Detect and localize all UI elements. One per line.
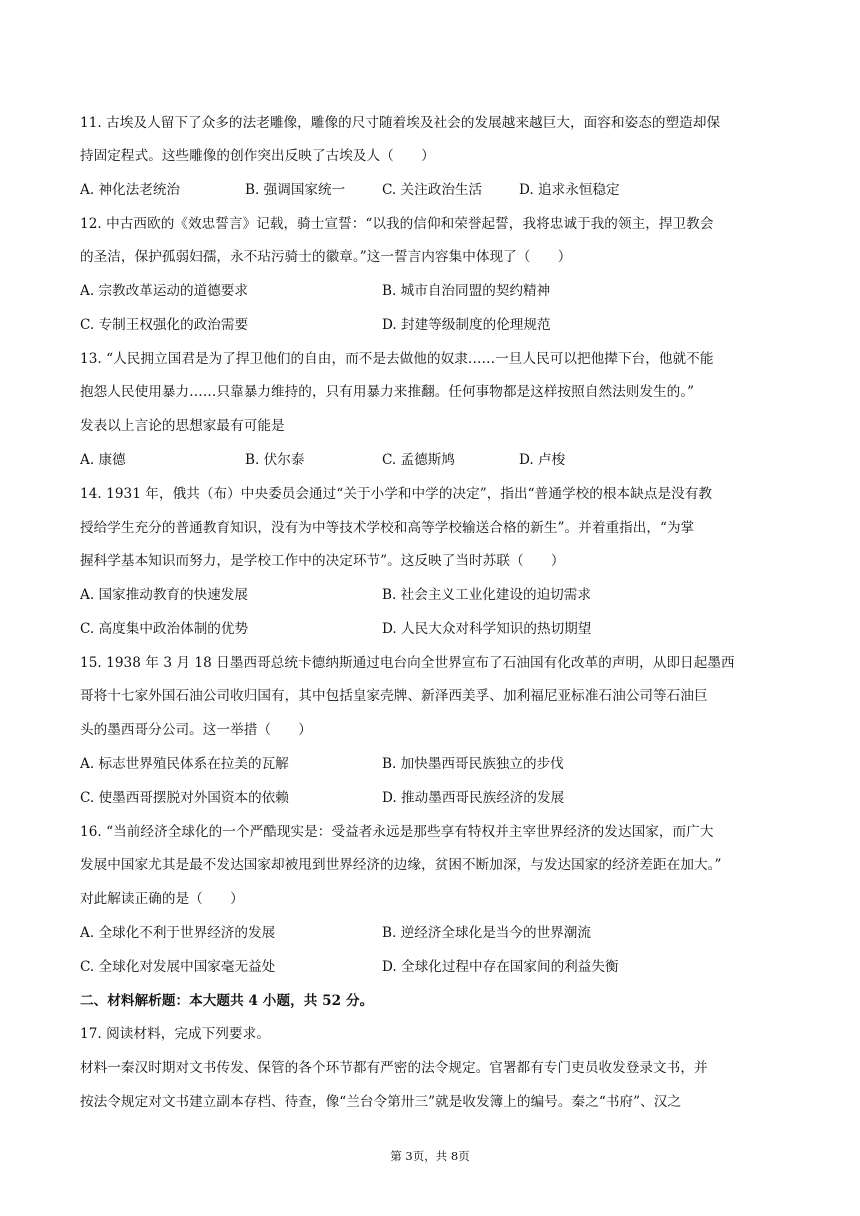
q11-stem-line-1: 11. 古埃及人留下了众多的法老雕像，雕像的尺寸随着埃及社会的发展越来越巨大，面容和姿态的塑造却保 [80, 115, 721, 131]
q14-stem-line-2: 授给学生充分的普通教育知识，没有为中等技术学校和高等学校输送合格的新生”。并着重指出，“为掌 [80, 520, 695, 536]
q12-option-d: D. 封建等级制度的伦理规范 [382, 317, 551, 333]
q13-stem-line-2: 抱怨人民使用暴力……只靠暴力维持的，只有用暴力来推翻。任何事物都是这样按照自然法则发生的。” [80, 384, 695, 400]
q15-option-c: C. 使墨西哥摆脱对外国资本的依赖 [80, 790, 289, 806]
q16-stem-line-3: 对此解读正确的是（ ） [80, 891, 244, 907]
page-number: 第 3页，共 8页 [390, 1149, 470, 1163]
section-heading: 二、材料解析题：本大题共 4 小题，共 52 分。 [80, 993, 374, 1009]
material-line-1: 材料一秦汉时期对文书传发、保管的各个环节都有严密的法令规定。官署都有专门吏员收发登录文书，并 [80, 1060, 708, 1076]
q14-option-a: A. 国家推动教育的快速发展 [80, 587, 248, 603]
q13-option-b: B. 伏尔泰 [245, 452, 305, 468]
q16-stem-line-2: 发展中国家尤其是最不发达国家却被甩到世界经济的边缘，贫困不断加深，与发达国家的经济差距在加大。” [80, 857, 722, 873]
q13-stem-line-1: 13. “人民拥立国君是为了捍卫他们的自由，而不是去做他的奴隶……一旦人民可以把他撵下台，他就不能 [80, 351, 714, 367]
q12-stem-line-2: 的圣洁，保护孤弱妇孺，永不玷污骑士的徽章。”这一誓言内容集中体现了（ ） [80, 249, 572, 265]
q15-stem-line-3: 头的墨西哥分公司。这一举措（ ） [80, 722, 312, 738]
q12-stem-line-1: 12. 中古西欧的《效忠誓言》记载，骑士宣誓：“以我的信仰和荣誉起誓，我将忠诚于我的领主，捍卫教会 [80, 216, 714, 232]
q14-stem-line-1: 14. 1931 年，俄共（布）中央委员会通过“关于小学和中学的决定”，指出“普通学校的根本缺点是没有教 [80, 486, 713, 502]
q11-stem-line-2: 持固定程式。这些雕像的创作突出反映了古埃及人（ ） [80, 148, 435, 164]
material-line-2: 按法令规定对文书建立副本存档、待查，像“兰台令第卅三”就是收发簿上的编号。秦之“书府”、汉之 [80, 1094, 682, 1110]
q17-title: 17. 阅读材料，完成下列要求。 [80, 1026, 270, 1042]
q12-option-b: B. 城市自治同盟的契约精神 [382, 283, 551, 299]
q15-stem-line-1: 15. 1938 年 3 月 18 日墨西哥总统卡德纳斯通过电台向全世界宣布了石油国有化改革的声明，从即日起墨西 [80, 655, 735, 671]
q15-option-d: D. 推动墨西哥民族经济的发展 [382, 790, 565, 806]
q16-option-c: C. 全球化对发展中国家毫无益处 [80, 959, 276, 975]
q15-stem-line-2: 哥将十七家外国石油公司收归国有，其中包括皇家壳牌、新泽西美孚、加利福尼亚标准石油公司等石油巨 [80, 688, 708, 704]
q14-option-b: B. 社会主义工业化建设的迫切需求 [382, 587, 591, 603]
q12-option-a: A. 宗教改革运动的道德要求 [80, 283, 248, 299]
q14-stem-line-3: 握科学基本知识而努力，是学校工作中的决定环节”。这反映了当时苏联（ ） [80, 553, 565, 569]
q13-option-d: D. 卢梭 [519, 452, 566, 468]
q13-option-a: A. 康德 [80, 452, 126, 468]
q15-option-b: B. 加快墨西哥民族独立的步伐 [382, 756, 564, 772]
q16-option-b: B. 逆经济全球化是当今的世界潮流 [382, 925, 591, 941]
q11-option-b: B. 强调国家统一 [245, 182, 346, 198]
q16-option-a: A. 全球化不利于世界经济的发展 [80, 925, 276, 941]
q11-option-a: A. 神化法老统治 [80, 182, 181, 198]
q14-option-c: C. 高度集中政治体制的优势 [80, 621, 249, 637]
q13-option-c: C. 孟德斯鸠 [382, 452, 455, 468]
q13-stem-line-3: 发表以上言论的思想家最有可能是 [80, 418, 285, 434]
q14-option-d: D. 人民大众对科学知识的热切期望 [382, 621, 592, 637]
q12-option-c: C. 专制王权强化的政治需要 [80, 317, 249, 333]
q16-stem-line-1: 16. “当前经济全球化的一个严酷现实是：受益者永远是那些享有特权并主宰世界经济的发达国家，而广大 [80, 824, 714, 840]
q11-option-c: C. 关注政治生活 [382, 182, 483, 198]
q15-option-a: A. 标志世界殖民体系在拉美的瓦解 [80, 756, 289, 772]
q11-option-d: D. 追求永恒稳定 [519, 182, 620, 198]
q16-option-d: D. 全球化过程中存在国家间的利益失衡 [382, 959, 619, 975]
